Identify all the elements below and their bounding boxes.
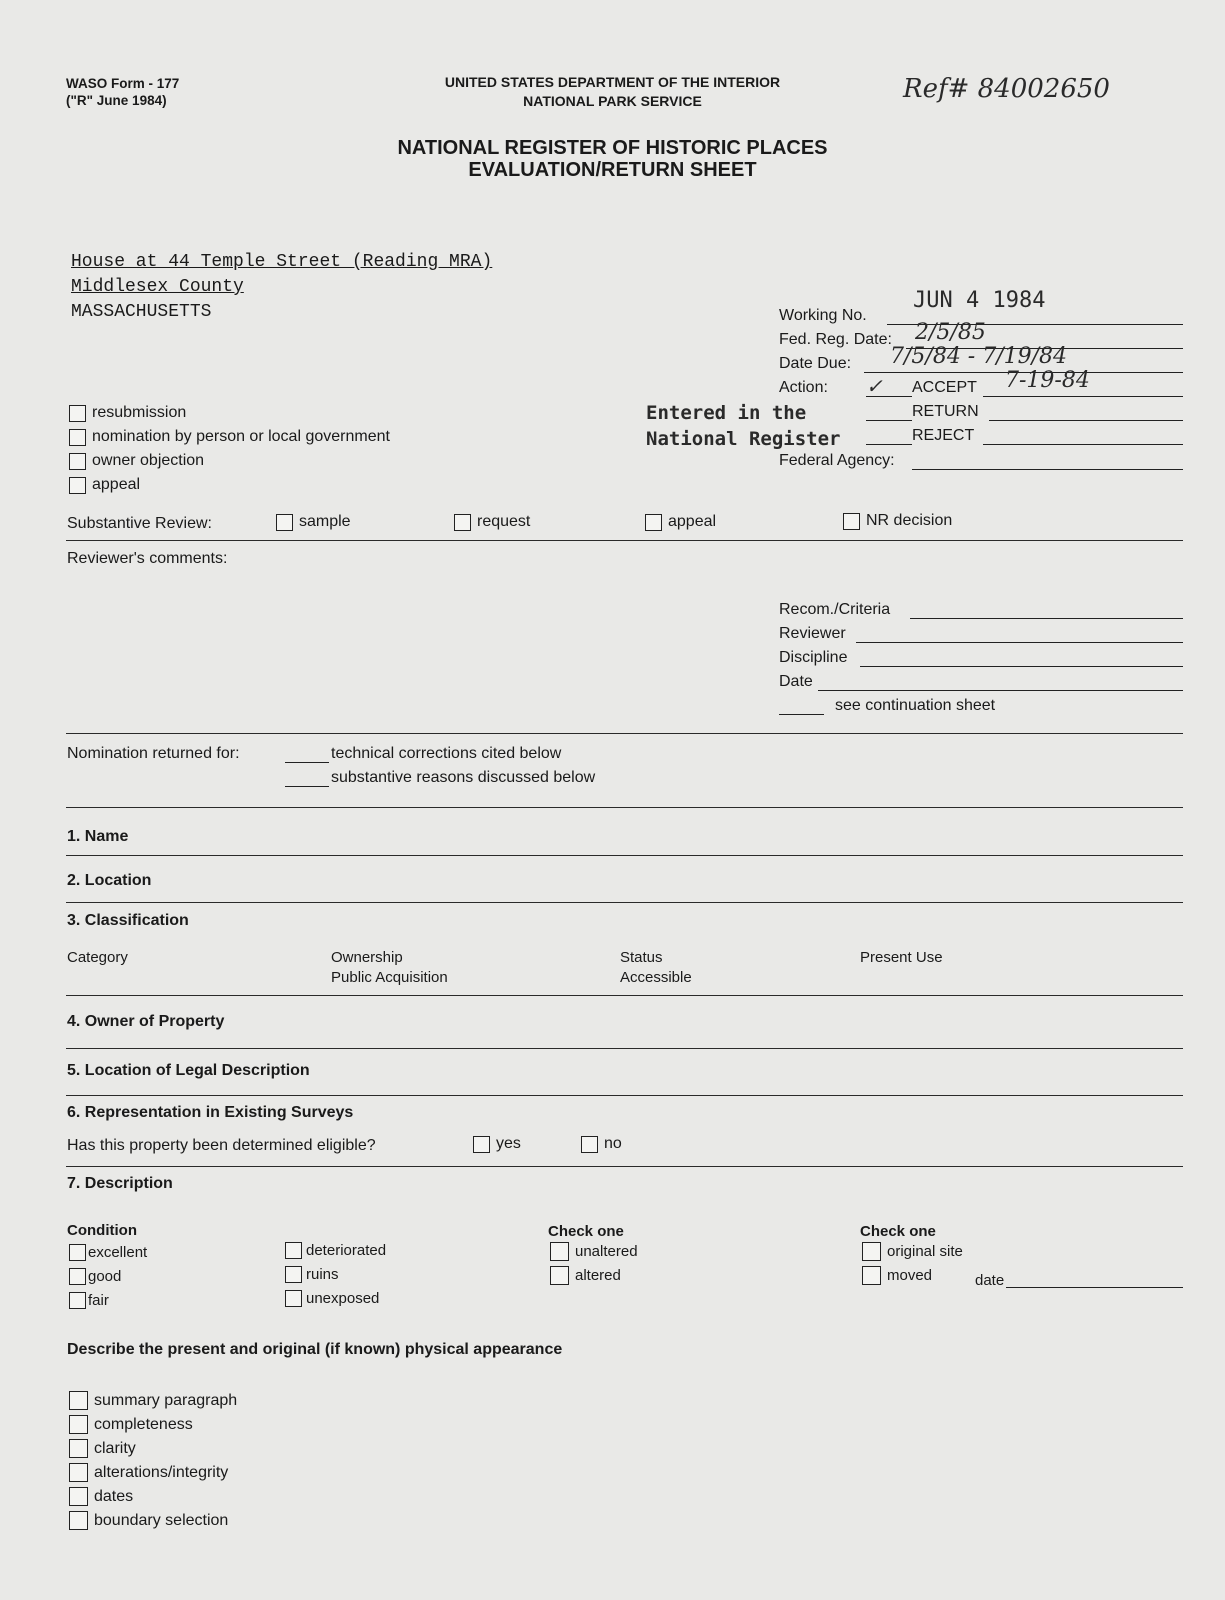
review-sample[interactable]: sample xyxy=(276,513,351,531)
checkbox-icon[interactable] xyxy=(550,1266,569,1285)
date-due-label: Date Due: xyxy=(779,355,852,372)
check-one-2-label: Check one xyxy=(860,1223,936,1240)
checkbox-icon[interactable] xyxy=(862,1242,881,1261)
divider xyxy=(66,1048,1183,1049)
flag-appeal[interactable]: appeal xyxy=(69,476,140,494)
review-appeal[interactable]: appeal xyxy=(645,513,716,531)
reference-number-handwritten: Ref# 84002650 xyxy=(903,74,1110,104)
checkbox-icon[interactable] xyxy=(69,477,86,494)
reject-label: REJECT xyxy=(912,427,975,444)
section-owner: 4. Owner of Property xyxy=(67,1013,225,1030)
check-unaltered[interactable]: unaltered xyxy=(550,1242,638,1261)
checkbox-icon[interactable] xyxy=(285,1290,302,1307)
property-county: Middlesex County xyxy=(71,277,244,297)
class-accessible: Accessible xyxy=(620,969,692,986)
class-category: Category xyxy=(67,949,128,966)
condition-label: Condition xyxy=(67,1222,137,1239)
item-summary-paragraph[interactable]: summary paragraph xyxy=(69,1391,237,1410)
item-alterations-integrity[interactable]: alterations/integrity xyxy=(69,1463,228,1482)
section-legal-description: 5. Location of Legal Description xyxy=(67,1062,310,1079)
checkbox-icon[interactable] xyxy=(645,514,662,531)
reviewer-label: Reviewer xyxy=(779,625,846,642)
accept-date: 7-19-84 xyxy=(1005,368,1090,393)
divider xyxy=(66,1166,1183,1167)
returned-substantive[interactable]: substantive reasons discussed below xyxy=(331,769,596,786)
checkbox-icon[interactable] xyxy=(69,1292,86,1309)
class-present-use: Present Use xyxy=(860,949,943,966)
checkbox-icon[interactable] xyxy=(69,1463,88,1482)
service: NATIONAL PARK SERVICE xyxy=(523,93,702,109)
checkbox-icon[interactable] xyxy=(69,429,86,446)
form-subtitle: EVALUATION/RETURN SHEET xyxy=(468,159,757,181)
working-no-stamp: JUN 4 1984 xyxy=(913,288,1046,313)
divider xyxy=(66,1095,1183,1096)
accept-label: ACCEPT xyxy=(912,379,977,396)
checkbox-icon[interactable] xyxy=(550,1242,569,1261)
checkbox-icon[interactable] xyxy=(69,1487,88,1506)
form-date: ("R" June 1984) xyxy=(66,93,167,108)
date-due-value: 7/5/84 - 7/19/84 xyxy=(890,344,1068,369)
cond-good[interactable]: good xyxy=(69,1268,121,1285)
divider xyxy=(66,733,1183,734)
review-request[interactable]: request xyxy=(454,513,530,531)
check-one-1-label: Check one xyxy=(548,1223,624,1240)
form-title: NATIONAL REGISTER OF HISTORIC PLACES xyxy=(397,137,828,159)
checkbox-icon[interactable] xyxy=(69,1439,88,1458)
checkbox-icon[interactable] xyxy=(285,1242,302,1259)
flag-owner-objection[interactable]: owner objection xyxy=(69,452,204,470)
fed-reg-label: Fed. Reg. Date: xyxy=(779,331,892,348)
section-classification: 3. Classification xyxy=(67,912,189,929)
return-label: RETURN xyxy=(912,403,979,420)
returned-for-label: Nomination returned for: xyxy=(67,745,240,762)
action-label: Action: xyxy=(779,379,828,396)
fed-reg-value: 2/5/85 xyxy=(915,320,986,345)
checkbox-icon[interactable] xyxy=(69,453,86,470)
eligible-yes[interactable]: yes xyxy=(473,1135,521,1153)
continuation-sheet-label[interactable]: see continuation sheet xyxy=(835,697,996,714)
check-altered[interactable]: altered xyxy=(550,1266,621,1285)
section-name: 1. Name xyxy=(67,828,129,845)
cond-ruins[interactable]: ruins xyxy=(285,1266,339,1283)
item-clarity[interactable]: clarity xyxy=(69,1439,136,1458)
divider xyxy=(66,855,1183,856)
checkbox-icon[interactable] xyxy=(862,1266,881,1285)
eligible-question: Has this property been determined eligible? xyxy=(67,1137,376,1154)
checkbox-icon[interactable] xyxy=(581,1136,598,1153)
checkbox-icon[interactable] xyxy=(454,514,471,531)
eligible-no[interactable]: no xyxy=(581,1135,622,1153)
divider xyxy=(66,540,1183,541)
checkbox-icon[interactable] xyxy=(276,514,293,531)
review-date-label: Date xyxy=(779,673,813,690)
checkbox-icon[interactable] xyxy=(285,1266,302,1283)
returned-technical[interactable]: technical corrections cited below xyxy=(331,745,562,762)
checkbox-icon[interactable] xyxy=(69,1511,88,1530)
checkbox-icon[interactable] xyxy=(69,1244,86,1261)
entered-stamp-line1: Entered in the xyxy=(646,402,807,424)
department: UNITED STATES DEPARTMENT OF THE INTERIOR xyxy=(444,74,781,90)
checkbox-icon[interactable] xyxy=(69,1391,88,1410)
property-state: MASSACHUSETTS xyxy=(71,302,212,322)
divider xyxy=(66,995,1183,996)
check-moved[interactable]: moved xyxy=(862,1266,932,1285)
class-ownership: Ownership xyxy=(331,949,403,966)
item-dates[interactable]: dates xyxy=(69,1487,133,1506)
section-surveys: 6. Representation in Existing Surveys xyxy=(67,1104,354,1121)
recom-criteria-label: Recom./Criteria xyxy=(779,601,891,618)
working-no-label: Working No. xyxy=(779,307,867,324)
divider xyxy=(66,807,1183,808)
cond-fair[interactable]: fair xyxy=(69,1292,109,1309)
cond-deteriorated[interactable]: deteriorated xyxy=(285,1242,386,1259)
checkbox-icon[interactable] xyxy=(69,405,86,422)
entered-stamp-line2: National Register xyxy=(646,428,841,450)
review-nr-decision[interactable]: NR decision xyxy=(843,512,952,530)
flag-resubmission[interactable]: resubmission xyxy=(69,404,186,422)
section-description: 7. Description xyxy=(67,1175,173,1192)
cond-unexposed[interactable]: unexposed xyxy=(285,1290,379,1307)
class-public-acquisition: Public Acquisition xyxy=(331,969,448,986)
checkbox-icon[interactable] xyxy=(69,1415,88,1434)
reviewer-comments-label: Reviewer's comments: xyxy=(67,550,228,567)
checkbox-icon[interactable] xyxy=(473,1136,490,1153)
accept-checkmark: ✓ xyxy=(866,374,883,398)
class-status: Status xyxy=(620,949,663,966)
federal-agency-label: Federal Agency: xyxy=(779,452,895,469)
check-original-site[interactable]: original site xyxy=(862,1242,963,1261)
form-id: WASO Form - 177 xyxy=(66,76,180,91)
cond-excellent[interactable]: excellent xyxy=(69,1244,147,1261)
checkbox-icon[interactable] xyxy=(69,1268,86,1285)
discipline-label: Discipline xyxy=(779,649,848,666)
describe-label: Describe the present and original (if known) physical appearance xyxy=(67,1341,563,1358)
flag-nomination[interactable]: nomination by person or local government xyxy=(69,428,390,446)
item-boundary-selection[interactable]: boundary selection xyxy=(69,1511,228,1530)
property-name: House at 44 Temple Street (Reading MRA) xyxy=(71,252,493,272)
divider xyxy=(66,902,1183,903)
substantive-review-label: Substantive Review: xyxy=(67,515,212,532)
moved-date-label: date xyxy=(975,1272,1005,1289)
item-completeness[interactable]: completeness xyxy=(69,1415,193,1434)
checkbox-icon[interactable] xyxy=(843,513,860,530)
section-location: 2. Location xyxy=(67,872,152,889)
